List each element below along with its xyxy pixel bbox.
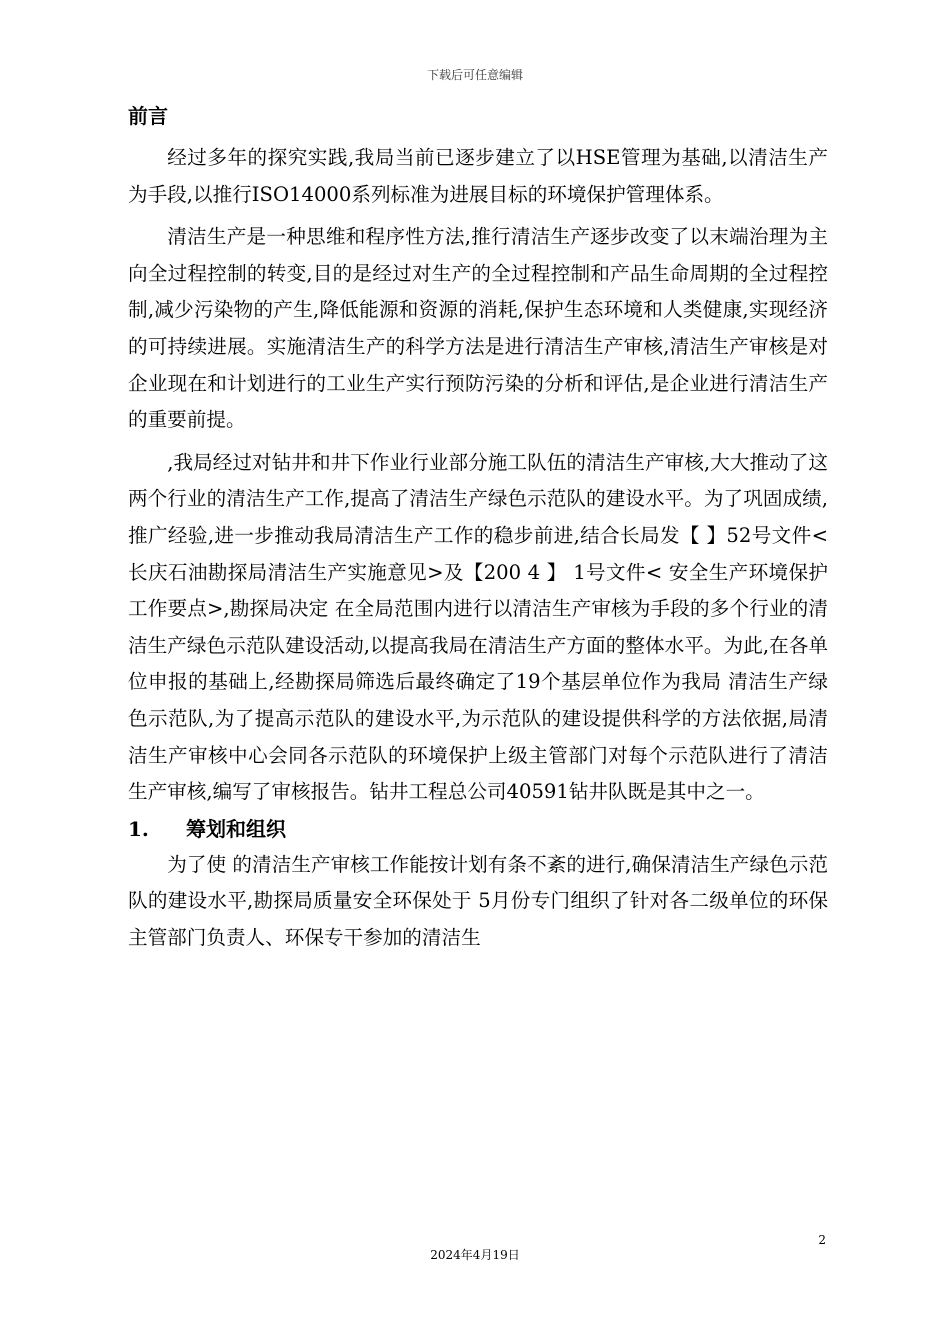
section-1-heading <box>128 811 828 847</box>
preface-paragraph-2: 清洁生产是一种思维和程序性方法,推行清洁生产逐步改变了以末端治理为主向全过程控制的转变,目的是经过对生产的全过程控制和产品生命周期的全过程控制,减少污染物的产生,降低能源和资源的消耗,保护生态环境和人类健康,实现经济的可持续进展。实施清洁生产的科学方法是进行清洁生产审核,清洁生产审核是对企业现在和计划进行的工业生产实行预防污染的分析和评估,是企业进行清洁生产的重要前提。 <box>128 225 828 432</box>
document-body <box>128 98 828 956</box>
section-1-title: 筹划和组织 <box>186 816 286 841</box>
footer-date: 2024年4月19日 <box>430 1248 520 1262</box>
preface-paragraph-3: ,我局经过对钻井和井下作业行业部分施工队伍的清洁生产审核,大大推动了这两个行业的清洁生产工作,提高了清洁生产绿色示范队的建设水平。为了巩固成绩,推广经验,进一步推动我局清洁生产工作的稳步前进,结合长局发【 】52号文件<长庆石油勘探局清洁生产实施意见>及【200 4 】 1号文件< 安全生产环境保护工作要点>,勘探局决定 在全局范围内进行以清洁生产审核为手段的多个行业的清洁生产绿色示范队建设活动,以提高我局在清洁生产方面的整体水平。为此,在各单位申报的基础上,经勘探局筛选后最终确定了19个基层单位作为我局 清洁生产绿色示范队,为了提高示范队的建设水平,为示范队的建设提供科学的方法依据,局清洁生产审核中心会同各示范队的环境保护上级主管部门对每个示范队进行了清洁生产审核,编写了审核报告。钻井工程总公司40591钻井队既是其中之一。 <box>128 450 828 804</box>
preface-paragraph-1: 经过多年的探究实践,我局当前已逐步建立了以HSE管理为基础,以清洁生产为手段,以推行ISO14000系列标准为进展目标的环境保护管理体系。 <box>128 146 828 206</box>
preface-title: 前言 <box>128 104 168 128</box>
page-number: 2 <box>818 1233 826 1247</box>
header-note: 下载后可任意编辑 <box>426 68 523 82</box>
section-1-number: 1. <box>128 816 149 841</box>
section-1-paragraph-1: 为了使 的清洁生产审核工作能按计划有条不紊的进行,确保清洁生产绿色示范队的建设水平,勘探局质量安全环保处于 5月份专门组织了针对各二级单位的环保主管部门负责人、环保专干参加的清洁生 <box>128 852 828 949</box>
